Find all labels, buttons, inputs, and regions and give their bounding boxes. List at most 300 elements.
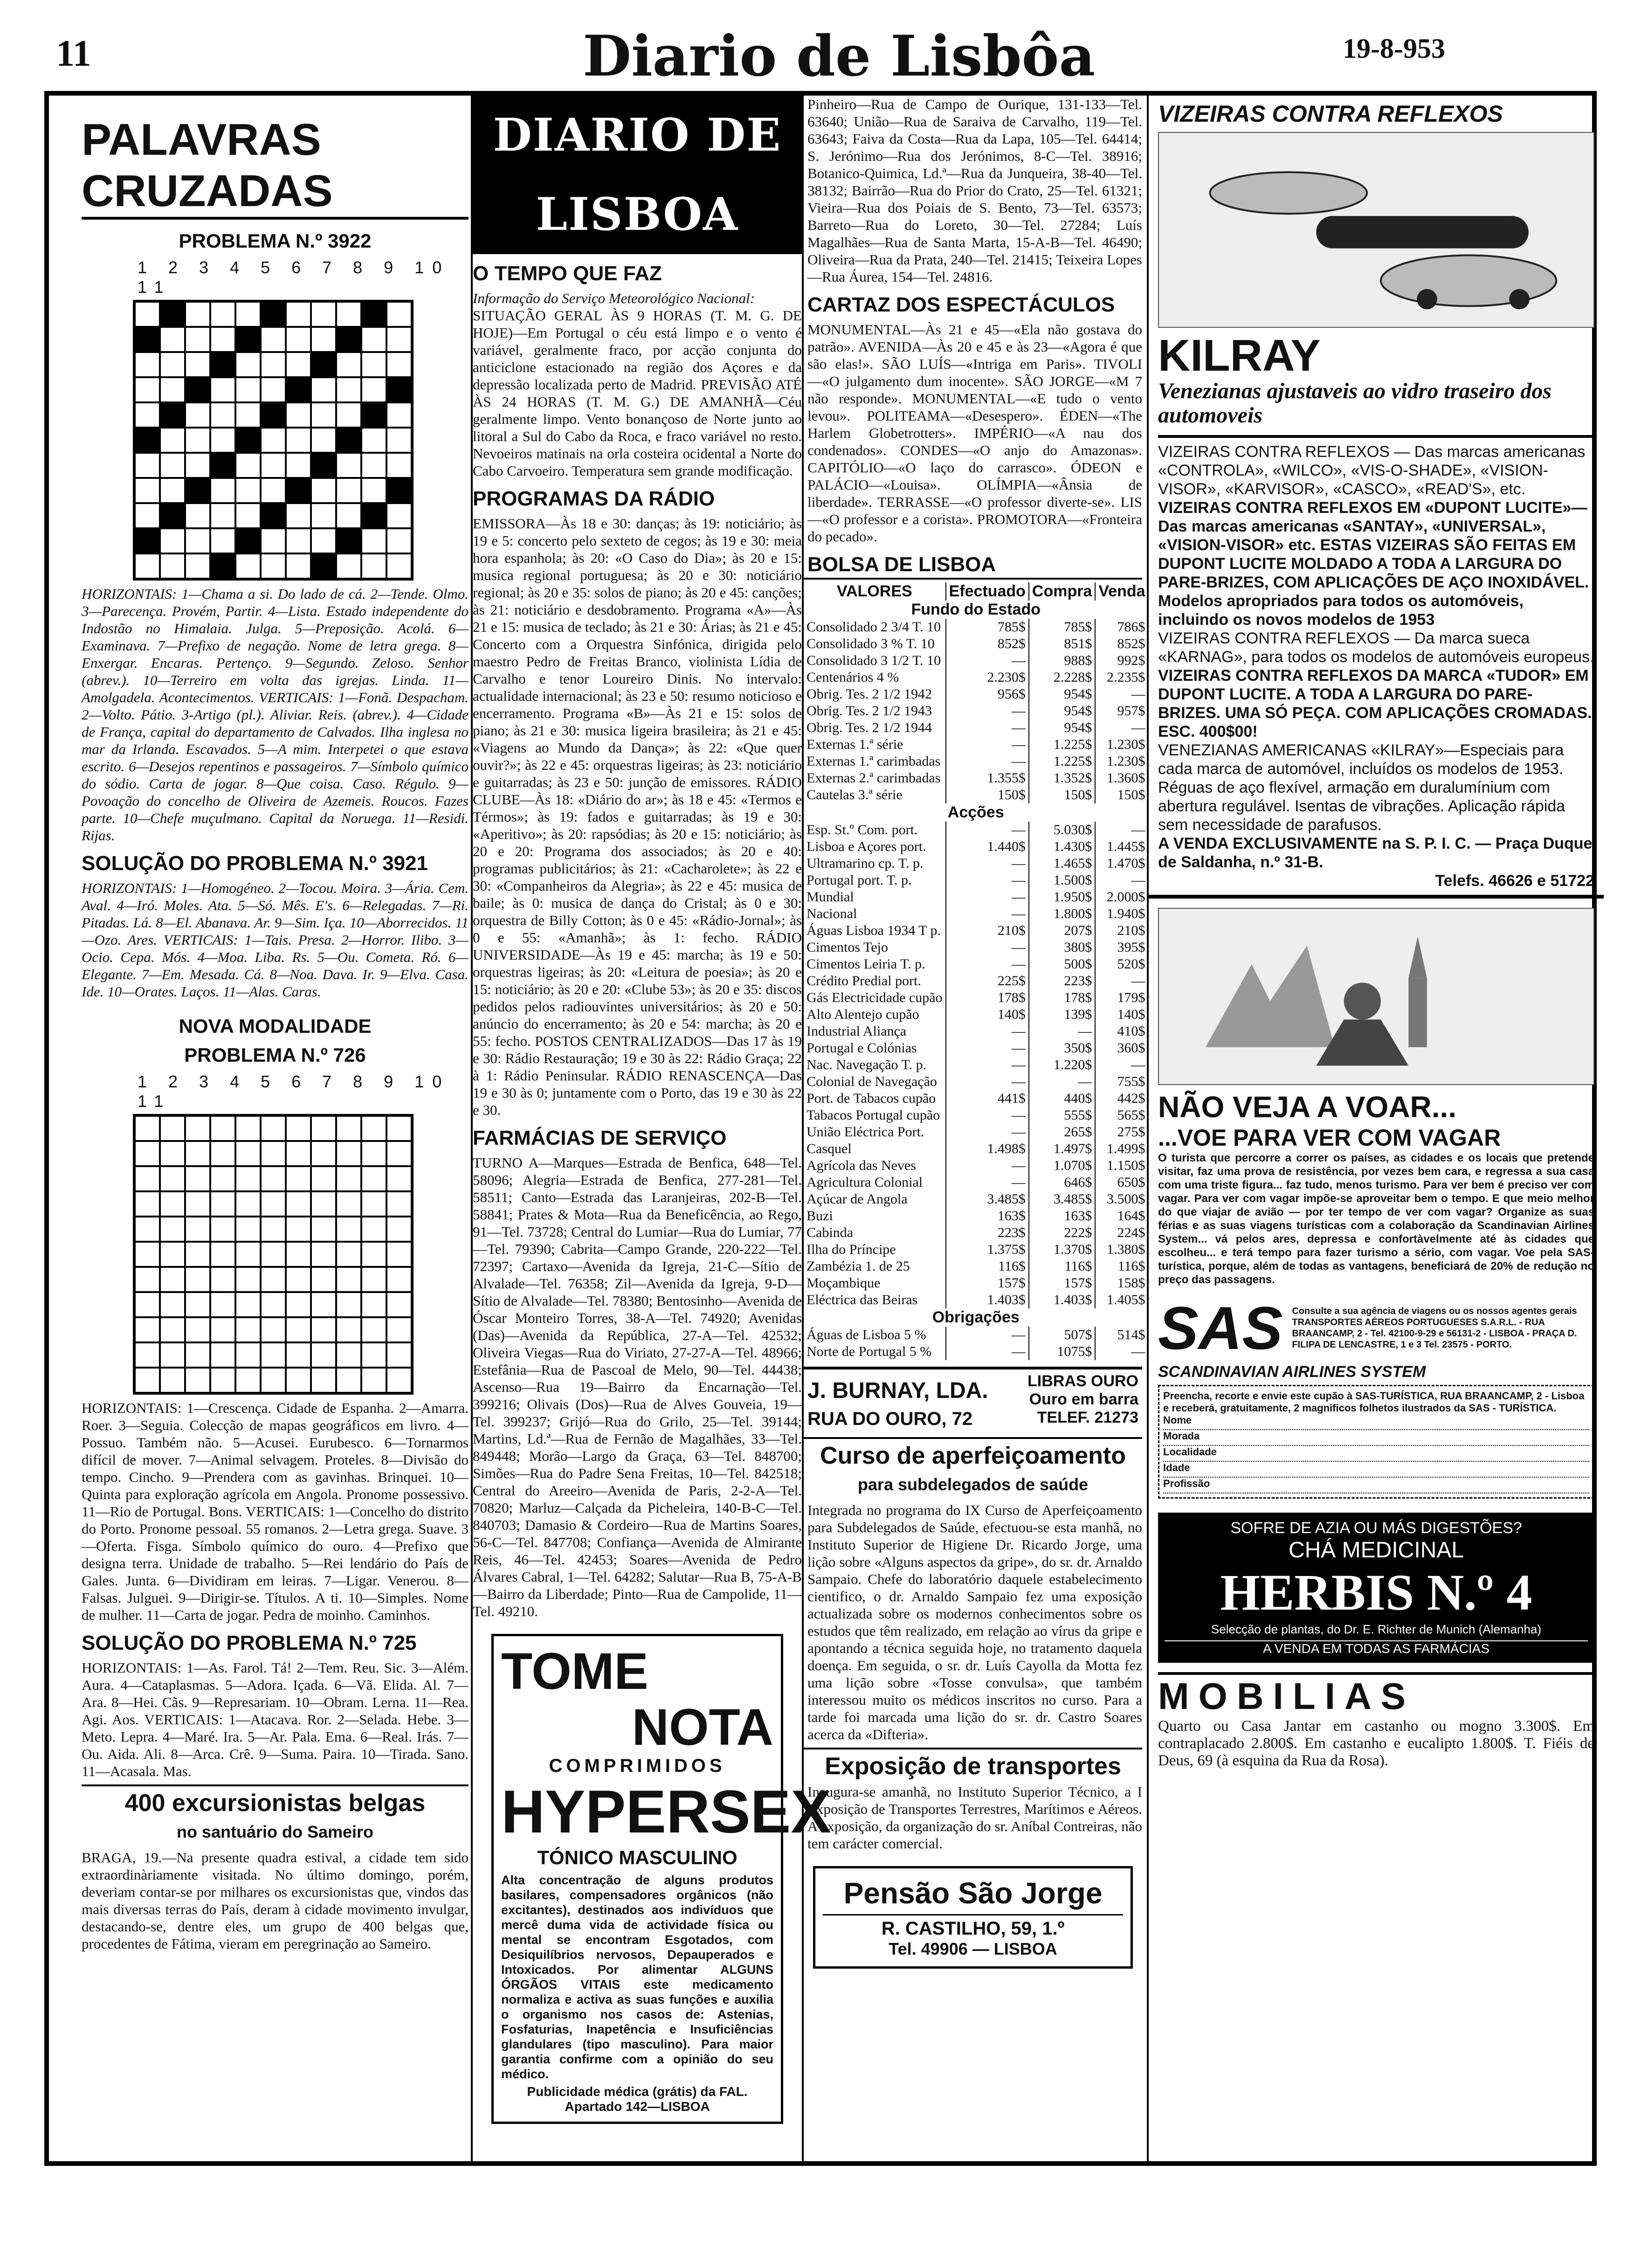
grid-cell bbox=[336, 503, 361, 528]
curso-subtitle: para subdelegados de saúde bbox=[857, 1475, 1089, 1494]
grid-cell bbox=[235, 327, 261, 352]
bolsa-cell: — bbox=[946, 956, 1029, 973]
coupon-field[interactable]: Morada bbox=[1163, 1430, 1589, 1446]
grid-cell bbox=[311, 1368, 336, 1393]
bolsa-section-label: Acções bbox=[947, 803, 1004, 821]
grid-cell bbox=[210, 503, 235, 528]
news-text: BRAGA, 19.—Na presente quadra estival, a cidade tem sido extraordinàriamente visitada. No último domingo, porém, deveriam contar-se por milhares os excursionistas que, vindos das mais diversas terras do País, deram à cidade movimento invulgar, destacando-se, dentre eles, um grupo de 400 belgas que, procedentes de Fátima, vieram em peregrinação ao Sameiro. bbox=[82, 1849, 469, 1952]
pensao-telephone: Tel. 49906 — LISBOA bbox=[889, 1939, 1057, 1958]
bolsa-row bbox=[804, 889, 1148, 906]
grid-cell bbox=[361, 1267, 386, 1292]
pensao-address: R. CASTILHO, 59, 1.º bbox=[823, 1914, 1123, 1939]
bolsa-row bbox=[804, 922, 1148, 939]
grid-cell bbox=[135, 478, 160, 503]
bolsa-cell: Casquel bbox=[807, 1141, 852, 1156]
bolsa-section-label: Obrigações bbox=[932, 1308, 1020, 1326]
grid-cell bbox=[235, 503, 261, 528]
grid-cell bbox=[361, 402, 386, 428]
herbis-venda: A VENDA EM TODAS AS FARMÁCIAS bbox=[1165, 1640, 1588, 1656]
bolsa-row bbox=[804, 1124, 1148, 1141]
bolsa-row bbox=[804, 973, 1148, 989]
grid-cell bbox=[286, 352, 311, 377]
sas-slogan-1: NÃO VEJA A VOAR... bbox=[1158, 1090, 1457, 1124]
grid-cell bbox=[336, 1116, 361, 1141]
bolsa-cell: Obrig. Tes. 2 1/2 1943 bbox=[807, 703, 932, 719]
expo-text: Inaugura-se amanhã, no Instituto Superior Técnico, a I Exposição de Transportes Terrestres, Marítimos e Aéreos. A exposição, da organização do sr. Aníbal Contreiras, não tem carácter comercial. bbox=[807, 1784, 1142, 1852]
grid-cell bbox=[386, 352, 412, 377]
expo-title: Exposição de transportes bbox=[804, 1748, 1142, 1778]
grid-cell bbox=[311, 453, 336, 478]
mobilias-title: MOBILIAS bbox=[1158, 1672, 1594, 1718]
bolsa-cell: 3.500$ bbox=[1095, 1191, 1148, 1208]
herbis-ad bbox=[1158, 1513, 1594, 1663]
bolsa-cell: 1.225$ bbox=[1029, 753, 1095, 770]
grid-cell bbox=[160, 377, 185, 402]
bolsa-row bbox=[804, 1073, 1148, 1090]
bolsa-cell: Ultramarino cp. T. p. bbox=[807, 856, 924, 871]
news-title: 400 excursionistas belgas bbox=[82, 1784, 469, 1815]
grid-cell bbox=[235, 478, 261, 503]
bolsa-cell: 1.150$ bbox=[1095, 1157, 1148, 1174]
grid-cell bbox=[386, 1116, 412, 1141]
bolsa-cell: 1.352$ bbox=[1029, 770, 1095, 787]
bolsa-row bbox=[804, 1327, 1148, 1343]
herbis-selection: Selecção de plantas, do Dr. E. Richter de Munich (Alemanha) bbox=[1211, 1622, 1542, 1636]
bolsa-row bbox=[804, 669, 1148, 686]
bolsa-cell: Consolidado 2 3/4 T. 10 bbox=[807, 619, 941, 635]
grid-cell bbox=[361, 428, 386, 453]
grid-cell bbox=[235, 352, 261, 377]
bolsa-cell: Águas de Lisboa 5 % bbox=[807, 1327, 926, 1342]
grid-cell bbox=[210, 1166, 235, 1191]
bolsa-cell: 851$ bbox=[1029, 636, 1095, 652]
grid-cell bbox=[135, 1292, 160, 1317]
bolsa-cell: Venda bbox=[1095, 582, 1148, 601]
crossword-title: PALAVRAS CRUZADAS bbox=[82, 114, 469, 220]
grid-cell bbox=[160, 1267, 185, 1292]
grid-cell bbox=[160, 553, 185, 579]
bolsa-cell: Águas Lisboa 1934 T p. bbox=[807, 923, 941, 938]
burnay-libras: LIBRAS OURO bbox=[1027, 1372, 1138, 1390]
ad-comprimidos: COMPRIMIDOS bbox=[549, 1756, 726, 1776]
bolsa-cell: 786$ bbox=[1095, 619, 1148, 636]
ads-column bbox=[1147, 96, 1604, 2161]
grid-cell bbox=[185, 1292, 210, 1317]
bolsa-cell: 514$ bbox=[1095, 1327, 1148, 1343]
bolsa-cell: 1.800$ bbox=[1029, 906, 1095, 922]
bolsa-cell: 555$ bbox=[1029, 1107, 1095, 1124]
sas-airline-name: SCANDINAVIAN AIRLINES SYSTEM bbox=[1158, 1363, 1426, 1381]
news-subtitle: no santuário do Sameiro bbox=[176, 1822, 374, 1841]
grid-cell bbox=[286, 1292, 311, 1317]
bolsa-cell: — bbox=[946, 1157, 1029, 1174]
grid-cell bbox=[361, 453, 386, 478]
coupon-field[interactable]: Nome bbox=[1163, 1414, 1589, 1430]
bolsa-cell: 2.230$ bbox=[946, 669, 1029, 686]
viz-telephone: Telefs. 46626 e 51722 bbox=[1435, 872, 1594, 890]
bolsa-cell: 1.070$ bbox=[1029, 1157, 1095, 1174]
hypersex-ad bbox=[491, 1634, 832, 2124]
grid-cell bbox=[210, 1191, 235, 1217]
grid-cell bbox=[261, 302, 286, 327]
grid-cell bbox=[361, 1317, 386, 1342]
grid-cell bbox=[135, 1141, 160, 1166]
grid-cell bbox=[160, 1242, 185, 1267]
weather-text: SITUAÇÃO GERAL ÀS 9 HORAS (T. M. G. DE HOJE)—Em Portugal o céu está limpo e o vento é variável, geralmente fraco, por acção conjunta do anticiclone estacionado na região dos Açores e da depressão localizada perto de Madrid. PREVISÃO ATÉ ÀS 24 HORAS (T. M. G.) DE AMANHÃ—Céu geralmente limpo. Vento bonançoso de Norte junto ao litoral a Sul do Cabo da Roca, e fraco variável no resto. Nevoeiros matinais na orla costeira ocidental a Norte do Cabo Carvoeiro. Temperatura sem grande modificação. bbox=[473, 307, 802, 479]
bolsa-cell: — bbox=[1095, 686, 1148, 703]
grid-cell bbox=[210, 1141, 235, 1166]
coupon-fields bbox=[1163, 1414, 1589, 1494]
grid-cell bbox=[135, 352, 160, 377]
pensao-title: Pensão São Jorge bbox=[843, 1876, 1103, 1910]
grid-cell bbox=[185, 553, 210, 579]
bolsa-row bbox=[804, 872, 1148, 889]
coupon-text: Preencha, recorte e envie este cupão à SAS-TURÍSTICA, RUA BRAANCAMP, 2 - Lisboa e receberá, gratuitamente, 2 magnificos folhetos ilustrados da SAS - TURÍSTICA. bbox=[1163, 1390, 1585, 1414]
solution-3921-title: SOLUÇÃO DO PROBLEMA N.º 3921 bbox=[82, 852, 428, 875]
grid-cell bbox=[336, 1191, 361, 1217]
grid-cell bbox=[160, 503, 185, 528]
bolsa-row bbox=[804, 787, 1148, 803]
bolsa-cell: Cautelas 3.ª série bbox=[807, 787, 903, 802]
bolsa-cell: 207$ bbox=[1029, 922, 1095, 939]
grid-cell bbox=[135, 553, 160, 579]
car-illustration bbox=[1158, 132, 1594, 328]
grid-cell bbox=[311, 1166, 336, 1191]
bolsa-row bbox=[804, 1090, 1148, 1107]
solution-725-title: SOLUÇÃO DO PROBLEMA N.º 725 bbox=[82, 1632, 417, 1654]
viz-text-7: A VENDA EXCLUSIVAMENTE na S. P. I. C. — Praça Duque de Saldanha, n.º 31-B. bbox=[1158, 835, 1593, 871]
grid-cell bbox=[311, 377, 336, 402]
bolsa-cell: Gás Electricidade cupão bbox=[807, 990, 943, 1005]
bolsa-cell: 222$ bbox=[1029, 1224, 1095, 1241]
grid-cell bbox=[361, 302, 386, 327]
vizeiras-text bbox=[1158, 435, 1594, 890]
bolsa-cell: 150$ bbox=[946, 787, 1029, 803]
grid-cell bbox=[286, 302, 311, 327]
bolsa-cell: — bbox=[946, 906, 1029, 922]
grid-cell bbox=[261, 528, 286, 553]
bolsa-row bbox=[804, 770, 1148, 787]
grid-cell bbox=[210, 1242, 235, 1267]
grid-cell bbox=[135, 302, 160, 327]
grid-cell bbox=[361, 1116, 386, 1141]
grid-cell bbox=[386, 453, 412, 478]
bolsa-row bbox=[804, 956, 1148, 973]
grid-cell bbox=[160, 1292, 185, 1317]
grid-cell bbox=[185, 1141, 210, 1166]
grid-cell bbox=[261, 327, 286, 352]
crossword-grid-3922 bbox=[133, 300, 414, 581]
bolsa-section bbox=[804, 601, 1148, 619]
bolsa-cell: — bbox=[946, 736, 1029, 753]
grid-cell bbox=[261, 1368, 286, 1393]
grid-cell bbox=[336, 1292, 361, 1317]
grid-cell bbox=[286, 1242, 311, 1267]
grid-cell bbox=[160, 1116, 185, 1141]
grid-cell bbox=[336, 428, 361, 453]
vizeiras-title: VIZEIRAS CONTRA REFLEXOS bbox=[1158, 101, 1503, 127]
bolsa-cell: União Eléctrica Port. bbox=[807, 1124, 924, 1140]
grid-cell bbox=[311, 503, 336, 528]
bolsa-cell: — bbox=[946, 719, 1029, 736]
bolsa-title: BOLSA DE LISBOA bbox=[804, 552, 1142, 580]
grid-cell bbox=[361, 377, 386, 402]
grid-cell bbox=[135, 1191, 160, 1217]
grid-cell bbox=[361, 1292, 386, 1317]
coupon-field[interactable]: Profissão bbox=[1163, 1478, 1589, 1494]
grid-cell bbox=[386, 528, 412, 553]
grid-cell bbox=[386, 1141, 412, 1166]
grid-cell bbox=[210, 1116, 235, 1141]
burnay-name: J. BURNAY, LDA. bbox=[807, 1378, 988, 1403]
bolsa-cell: — bbox=[1029, 1023, 1095, 1040]
grid-cell bbox=[386, 402, 412, 428]
page-header bbox=[0, 0, 1641, 93]
bolsa-cell: 785$ bbox=[1029, 619, 1095, 636]
ad-text: Alta concentração de alguns produtos basilares, compensadores orgânicos (não excitantes), destinados aos indivíduos que mercê duma vida de actividade física ou mental se encontram Esgotados, com Desiquilíbrios nervosos, Depauperados e Intoxicados. Por alimentar ALGUNS ÓRGÃOS VITAIS este medicamento normaliza e activa as suas funções e auxilia o organismo nos casos de: Astenias, Fosfaturias, Inapetência e Insuficiências glandulares (tipo masculino). Para maior garantia confirme com a opinião do seu médico. bbox=[501, 1873, 773, 2081]
grid-cell bbox=[235, 1217, 261, 1242]
grid-cell bbox=[210, 478, 235, 503]
bolsa-cell: Consolidado 3 1/2 T. 10 bbox=[807, 653, 941, 668]
bolsa-cell: 1.220$ bbox=[1029, 1057, 1095, 1073]
grid-cell bbox=[386, 302, 412, 327]
grid-cell bbox=[361, 553, 386, 579]
bolsa-row bbox=[804, 822, 1148, 838]
bolsa-cell: 380$ bbox=[1029, 939, 1095, 956]
grid-cell bbox=[261, 453, 286, 478]
bolsa-cell: 3.485$ bbox=[946, 1191, 1029, 1208]
bolsa-cell: 1.470$ bbox=[1095, 855, 1148, 872]
grid-cell bbox=[261, 1242, 286, 1267]
grid-cell bbox=[336, 1368, 361, 1393]
grid-cell bbox=[210, 1292, 235, 1317]
coupon-field[interactable]: Idade bbox=[1163, 1462, 1589, 1478]
tourist-illustration bbox=[1158, 908, 1594, 1085]
kilray-ad bbox=[1149, 96, 1604, 895]
grid-cell bbox=[311, 428, 336, 453]
problem-726-clues: HORIZONTAIS: 1—Crescença. Cidade de Espanha. 2—Amarra. Roer. 3—Seguia. Colecção de mapas geográficos em livro. 4—Possuo. Também não. 5—Acusei. Eurubesco. 6—Tornarmos difícil de mover. 7—Animal selvagem. Proteles. 8—Divisão do tempo. Cincho. 9—Prendera com as gavinhas. Brinquei. 10—Quinta para exploração agrícola em Angola. Pronome possessivo. 11—Rio de Portugal. Bons. VERTICAIS: 1—Concelho do distrito do Porto. Pronome pessoal. 55 romanos. 2—Letra grega. Suave. 3—Oferta. Fisga. Símbolo químico do ouro. 4—Prefixo que designa terra. Unidade de trabalho. 5—Rei lendário do País de Gales. Junta. 6—Dividiram em leiras. 7—Ligar. Venerou. 8—Falsas. Julguei. 9—Dirigir-se. Títulos. A ti. 10—Simples. Nome de mulher. 11—Carta de jogar. Pedra de moinho. Caminhos. bbox=[82, 1400, 469, 1623]
bolsa-cell: 442$ bbox=[1095, 1090, 1148, 1107]
bolsa-cell: 957$ bbox=[1095, 703, 1148, 719]
grid-cell bbox=[336, 478, 361, 503]
problem-726-title: PROBLEMA N.º 726 bbox=[184, 1044, 366, 1066]
bolsa-cell: Port. de Tabacos cupão bbox=[807, 1091, 936, 1106]
bolsa-cell: Centenários 4 % bbox=[807, 670, 899, 685]
grid-cell bbox=[361, 1242, 386, 1267]
grid-cell bbox=[160, 1141, 185, 1166]
radio-text: EMISSORA—Às 18 e 30: danças; às 19: noticiário; às 19 e 5: concerto pelo sexteto de cegos; às 19 e 30: meia hora espanhola; às 20: «O Caso do Dia»; às 20 e 15: musica regional portuguesa; às 20 e 30: noticiário regional; às 20 e 35: solos de piano; às 20 e 45: canções; às 21: noticiário e desdobramento. Programa «A»—Às 21 e 15: musica de teclado; às 21 e 30: Árias; às 21 e 45: Concerto com a Orquestra Sinfónica, dirigida pelo maestro Pedro de Freitas Branco, violinista Lídia de Carvalho e tenor Loureiro Dinis. No intervalo: actualidade internacional; às 23 e 50: resumo noticioso e encerramento. Programa «B»—Às 21 e 15: solos de piano; às 21 e 30: musica ligeira brasileira; às 21 e 45: «Viagens ao Mundo da Dança»; às 22: «Que quer ouvir?»; às 22 e 45: orquestras ligeiras; às 23: noticiário e guitarradas; às 23 e 50: junção de emissores. RÁDIO CLUBE—Às 18: «Diário do ar»; às 18 e 45: «Termos e Térmos»; às 19: fados e guitarradas; às 19 e 30: «Aperitivo»; às 20: rapsódias; às 20 e 15: noticiário; às 20 e 20: Programa dos associados; às 20 e 40: programas publicitários; às 21: «Cacharolete»; às 22 e 30: «Companheiros da Alegria»; às 22 e 45: musica de baile; às 0: musica de dança do Cristal; às 0 e 30: orquestra de Billy Cotton; às 0 e 45: «Rádio-Jornal»; às 0 e 55: «Amanhã»; às 1: fecho. RÁDIO UNIVERSIDADE—Às 19 e 45: marcha; às 19 e 50: orquestras ligeiras; às 20: «Leitura de poesia»; às 20 e 15: noticiário; às 20 e 20: «Clube 53»; às 20 e 35: discos pedidos pelos radiouvintes universitários; às 20 e 50: anúncio do encerramento; às 20 e 54: marcha; às 20 e 55: fecho. POSTOS CENTRALIZADOS—Das 17 às 19 e 30: Rádio Restauração; 19 e 30 às 22: Rádio Graça; 22 à 1: Rádio Peninsular. RÁDIO RENASCENÇA—Das 19 e 30 às 0; juntamente com o Porto, das 19 e 30 às 22 e 30. bbox=[473, 515, 802, 1118]
weather-intro: Informação do Serviço Meteorológico Nacional: bbox=[473, 290, 755, 306]
grid-cell bbox=[235, 1292, 261, 1317]
ad-tonico: TÓNICO MASCULINO bbox=[537, 1846, 738, 1868]
bolsa-cell: 116$ bbox=[1029, 1258, 1095, 1275]
bolsa-cell: — bbox=[1095, 872, 1148, 889]
bolsa-cell: 150$ bbox=[1029, 787, 1095, 803]
bolsa-cell: 1.225$ bbox=[1029, 736, 1095, 753]
nova-modalidade: NOVA MODALIDADE bbox=[179, 1015, 372, 1037]
grid-cell bbox=[261, 1141, 286, 1166]
bolsa-cell: Lisboa e Açores port. bbox=[807, 839, 926, 854]
grid-cell bbox=[361, 1217, 386, 1242]
bolsa-cell: 150$ bbox=[1095, 787, 1148, 803]
right-middle-column bbox=[802, 96, 1145, 2161]
bolsa-row bbox=[804, 1040, 1148, 1057]
bolsa-header bbox=[804, 582, 1148, 601]
burnay-telephone: TELEF. 21273 bbox=[1037, 1409, 1138, 1426]
grid-cell bbox=[210, 302, 235, 327]
grid-cell bbox=[361, 1342, 386, 1368]
grid-cell bbox=[210, 528, 235, 553]
grid-cell bbox=[286, 1342, 311, 1368]
grid-cell bbox=[185, 352, 210, 377]
bolsa-cell: Externas 1.ª série bbox=[807, 737, 903, 752]
bolsa-cell: 116$ bbox=[946, 1258, 1029, 1275]
bolsa-cell: Efectuado bbox=[946, 582, 1029, 601]
bolsa-cell: 1.430$ bbox=[1029, 838, 1095, 855]
grid-cell bbox=[336, 352, 361, 377]
bolsa-row bbox=[804, 1208, 1148, 1224]
bolsa-cell: 210$ bbox=[1095, 922, 1148, 939]
grid-cell bbox=[386, 1292, 412, 1317]
grid-cell bbox=[160, 1342, 185, 1368]
grid-cell bbox=[336, 528, 361, 553]
grid-cell bbox=[185, 1342, 210, 1368]
grid-cell bbox=[261, 377, 286, 402]
bolsa-cell: — bbox=[1029, 1073, 1095, 1090]
bolsa-cell: 992$ bbox=[1095, 652, 1148, 669]
bolsa-cell: 755$ bbox=[1095, 1073, 1148, 1090]
grid-cell bbox=[311, 302, 336, 327]
viz-text-2: VIZEIRAS CONTRA REFLEXOS EM «DUPONT LUCITE»—Das marcas americanas «SANTAY», «UNIVERSAL», «VISION-VISOR» etc. ESTAS VIZEIRAS SÃO FEITAS EM DUPONT LUCITE MOLDADO A TODA A LARGURA DO PARE-BRIZES, COM APLICAÇÕES DE AÇO INOXIDÁVEL. bbox=[1158, 499, 1589, 591]
burnay-address: RUA DO OURO, 72 bbox=[807, 1409, 973, 1429]
grid-cell bbox=[386, 1342, 412, 1368]
herbis-cha: CHÁ MEDICINAL bbox=[1288, 1538, 1464, 1563]
grid-cell bbox=[336, 327, 361, 352]
tourist-icon bbox=[1159, 909, 1593, 1084]
grid-cell bbox=[336, 402, 361, 428]
bolsa-cell: 2.228$ bbox=[1029, 669, 1095, 686]
sas-coupon[interactable] bbox=[1158, 1385, 1594, 1499]
ad-nota: NOTA bbox=[632, 1699, 773, 1756]
grid-cell bbox=[160, 453, 185, 478]
grid-cell bbox=[235, 377, 261, 402]
bolsa-row bbox=[804, 1292, 1148, 1308]
grid-cell bbox=[210, 553, 235, 579]
grid-cell bbox=[311, 478, 336, 503]
bolsa-cell: 1.230$ bbox=[1095, 736, 1148, 753]
grid-cell bbox=[286, 478, 311, 503]
bolsa-cell: 223$ bbox=[1029, 973, 1095, 989]
grid-cell bbox=[286, 1267, 311, 1292]
bolsa-cell: Obrig. Tes. 2 1/2 1942 bbox=[807, 686, 932, 702]
grid-cell bbox=[185, 1217, 210, 1242]
bolsa-row bbox=[804, 719, 1148, 736]
bolsa-cell: 210$ bbox=[946, 922, 1029, 939]
grid-cell bbox=[261, 1292, 286, 1317]
cartaz-text: MONUMENTAL—Às 21 e 45—«Ela não gostava do patrão». AVENIDA—Às 20 e 45 e às 23—«Agora é que são elas!». SÃO LUÍS—«Intriga em Paris». TIVOLI—«O julgamento dum inocente». SÃO JORGE—«M 7 não responde». MONUMENTAL—«E tudo o vento levou». POLITEAMA—«Desespero». ÉDEN—«The Harlem Globetrotters». IMPÉRIO—«A nau dos condenados». CONDES—«O anjo do Amazonas». CAPITÓLIO—«O laço do carrasco». ÓDEON e PALÁCIO—«Louisa». OLÍMPIA—«Ânsia de liberdade». TERRASSE—«O professor diverte-se». LIS—«O professor e a corista». PROMOTORA—«Fronteira do pecado». bbox=[807, 321, 1142, 545]
grid-cell bbox=[286, 1317, 311, 1342]
bolsa-cell: 1075$ bbox=[1029, 1343, 1095, 1360]
bolsa-cell: Portugal e Colónias bbox=[807, 1040, 917, 1056]
page-frame bbox=[44, 91, 1597, 2166]
grid-cell bbox=[336, 1267, 361, 1292]
burnay-ad bbox=[804, 1367, 1142, 1432]
bolsa-row bbox=[804, 753, 1148, 770]
grid-cell bbox=[261, 1217, 286, 1242]
grid-cell bbox=[210, 1267, 235, 1292]
bolsa-cell: Ilha do Príncipe bbox=[807, 1242, 896, 1257]
grid-cell bbox=[160, 1191, 185, 1217]
grid-cell bbox=[361, 1166, 386, 1191]
bolsa-cell: Agricultura Colonial bbox=[807, 1175, 923, 1190]
coupon-field[interactable]: Localidade bbox=[1163, 1446, 1589, 1462]
grid-cell bbox=[235, 1116, 261, 1141]
bolsa-cell: 1.360$ bbox=[1095, 770, 1148, 787]
grid-cell bbox=[361, 1368, 386, 1393]
bolsa-cell: 954$ bbox=[1029, 703, 1095, 719]
bolsa-row bbox=[804, 1107, 1148, 1124]
viz-text-5: VIZEIRAS CONTRA REFLEXOS DA MARCA «TUDOR» EM DUPONT LUCITE. A TODA A LARGURA DO PARE-BRIZES. UMA SÓ PEÇA. COM APLICAÇÕES CROMADAS. ESC. 400$00! bbox=[1158, 667, 1592, 740]
radio-title: PROGRAMAS DA RÁDIO bbox=[473, 487, 715, 510]
bolsa-row bbox=[804, 1006, 1148, 1023]
grid-cell bbox=[135, 1166, 160, 1191]
grid-cell bbox=[160, 352, 185, 377]
grid-cell bbox=[336, 1141, 361, 1166]
grid-column-numbers-726: 1 2 3 4 5 6 7 8 9 10 11 bbox=[138, 1072, 450, 1111]
bolsa-cell: — bbox=[946, 872, 1029, 889]
bolsa-cell: Externas 1.ª carimbadas bbox=[807, 754, 941, 769]
bolsa-cell: 852$ bbox=[1095, 636, 1148, 652]
bolsa-cell: 1.499$ bbox=[1095, 1141, 1148, 1157]
grid-cell bbox=[235, 1166, 261, 1191]
grid-cell bbox=[286, 428, 311, 453]
viz-text-4: VIZEIRAS CONTRA REFLEXOS — Da marca sueca «KARNAG», para todos os modelos de automóveis europeus. bbox=[1158, 629, 1594, 666]
pharmacy-title: FARMÁCIAS DE SERVIÇO bbox=[473, 1127, 727, 1149]
grid-cell bbox=[311, 1116, 336, 1141]
bolsa-cell: 852$ bbox=[946, 636, 1029, 652]
bolsa-row bbox=[804, 989, 1148, 1006]
bolsa-cell: 507$ bbox=[1029, 1327, 1095, 1343]
bolsa-cell: 2.000$ bbox=[1095, 889, 1148, 906]
bolsa-cell: — bbox=[1095, 1057, 1148, 1073]
bolsa-cell: VALORES bbox=[836, 582, 912, 600]
grid-cell bbox=[336, 1242, 361, 1267]
bolsa-cell: 500$ bbox=[1029, 956, 1095, 973]
grid-cell bbox=[286, 1166, 311, 1191]
bolsa-cell: Consolidado 3 % T. 10 bbox=[807, 636, 935, 651]
grid-cell bbox=[185, 1191, 210, 1217]
bolsa-cell: 140$ bbox=[1095, 1006, 1148, 1023]
grid-cell bbox=[185, 1116, 210, 1141]
cartaz-title: CARTAZ DOS ESPECTÁCULOS bbox=[807, 293, 1115, 316]
bolsa-cell: 3.485$ bbox=[1029, 1191, 1095, 1208]
bolsa-row bbox=[804, 1157, 1148, 1174]
kilray-logo: KILRAY bbox=[1158, 331, 1321, 380]
bolsa-cell: 223$ bbox=[946, 1224, 1029, 1241]
grid-cell bbox=[160, 327, 185, 352]
grid-cell bbox=[235, 553, 261, 579]
bolsa-section bbox=[804, 803, 1148, 822]
bolsa-cell: 650$ bbox=[1095, 1174, 1148, 1191]
grid-cell bbox=[386, 1191, 412, 1217]
crossword-column bbox=[82, 96, 469, 2161]
grid-cell bbox=[286, 503, 311, 528]
bolsa-row bbox=[804, 1258, 1148, 1275]
grid-cell bbox=[261, 553, 286, 579]
bolsa-cell: 163$ bbox=[946, 1208, 1029, 1224]
bolsa-cell: 1.440$ bbox=[946, 838, 1029, 855]
bolsa-row bbox=[804, 736, 1148, 753]
